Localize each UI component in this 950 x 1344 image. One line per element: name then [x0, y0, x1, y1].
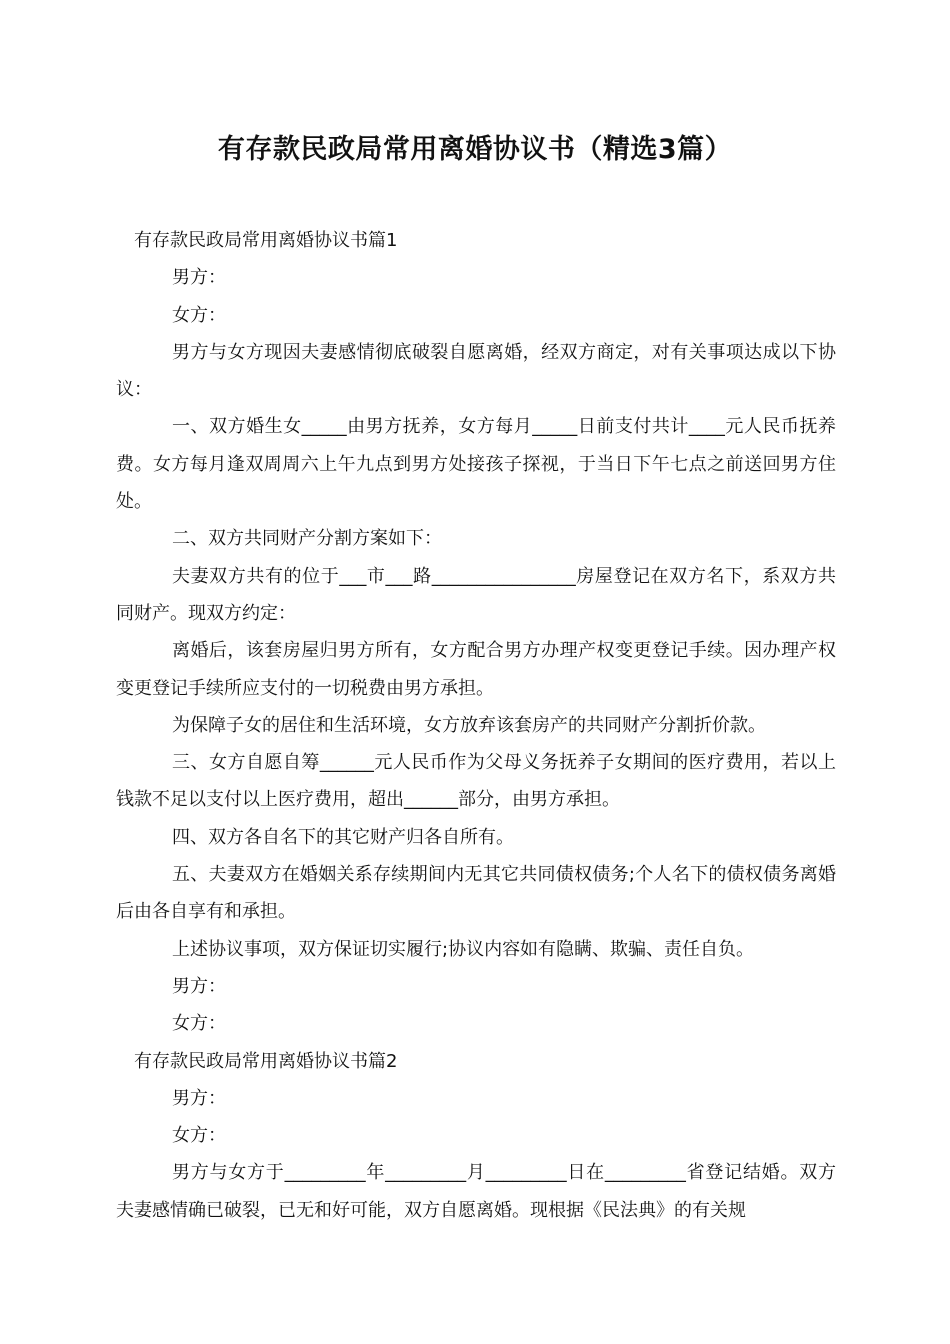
- agreement-paragraph: 上述协议事项，双方保证切实履行;协议内容如有隐瞒、欺骗、责任自负。: [172, 938, 755, 960]
- document-body: [116, 222, 836, 1229]
- agreement-paragraph: 一、双方婚生女_____由男方抚养，女方每月_____日前支付共计____元人民币抚养费。女方每月逢双周周六上午九点到男方处接孩子探视，于当日下午七点之前送回男方住处。: [116, 416, 836, 513]
- agreement-paragraph: 三、女方自愿自筹______元人民币作为父母义务抚养子女期间的医疗费用，若以上钱款不足以支付以上医疗费用，超出______部分，由男方承担。: [116, 752, 836, 811]
- agreement-paragraph: 男方与女方于_________年_________月_________日在_________省登记结婚。双方夫妻感情确已破裂，已无和好可能，双方自愿离婚。现根据《民法典》的有关规: [116, 1162, 836, 1221]
- signature-female-label: 女方：: [172, 1013, 226, 1035]
- party-male-label: 男方：: [172, 267, 226, 289]
- signature-male-label: 男方：: [172, 975, 226, 997]
- section-heading: 有存款民政局常用离婚协议书篇2: [134, 1050, 398, 1072]
- section-heading: 有存款民政局常用离婚协议书篇1: [134, 230, 398, 251]
- agreement-paragraph: 夫妻双方共有的位于___市___路________________房屋登记在双方名下，系双方共同财产。现双方约定：: [116, 565, 836, 624]
- agreement-paragraph: 离婚后，该套房屋归男方所有，女方配合男方办理产权变更登记手续。因办理产权变更登记手续所应支付的一切税费由男方承担。: [116, 640, 836, 699]
- agreement-paragraph: 五、夫妻双方在婚姻关系存续期间内无其它共同债权债务;个人名下的债权债务离婚后由各自享有和承担。: [116, 864, 836, 923]
- party-male-label: 男方：: [172, 1087, 226, 1109]
- agreement-paragraph: 四、双方各自名下的其它财产归各自所有。: [172, 826, 514, 848]
- document-title: 有存款民政局常用离婚协议书（精选3篇）: [217, 134, 733, 165]
- party-female-label: 女方：: [172, 304, 226, 326]
- agreement-paragraph: 二、双方共同财产分割方案如下：: [172, 528, 442, 550]
- agreement-paragraph: 为保障子女的居住和生活环境，女方放弃该套房产的共同财产分割折价款。: [172, 714, 766, 736]
- agreement-paragraph: 男方与女方现因夫妻感情彻底破裂自愿离婚，经双方商定，对有关事项达成以下协议：: [116, 341, 836, 401]
- party-female-label: 女方：: [172, 1125, 226, 1147]
